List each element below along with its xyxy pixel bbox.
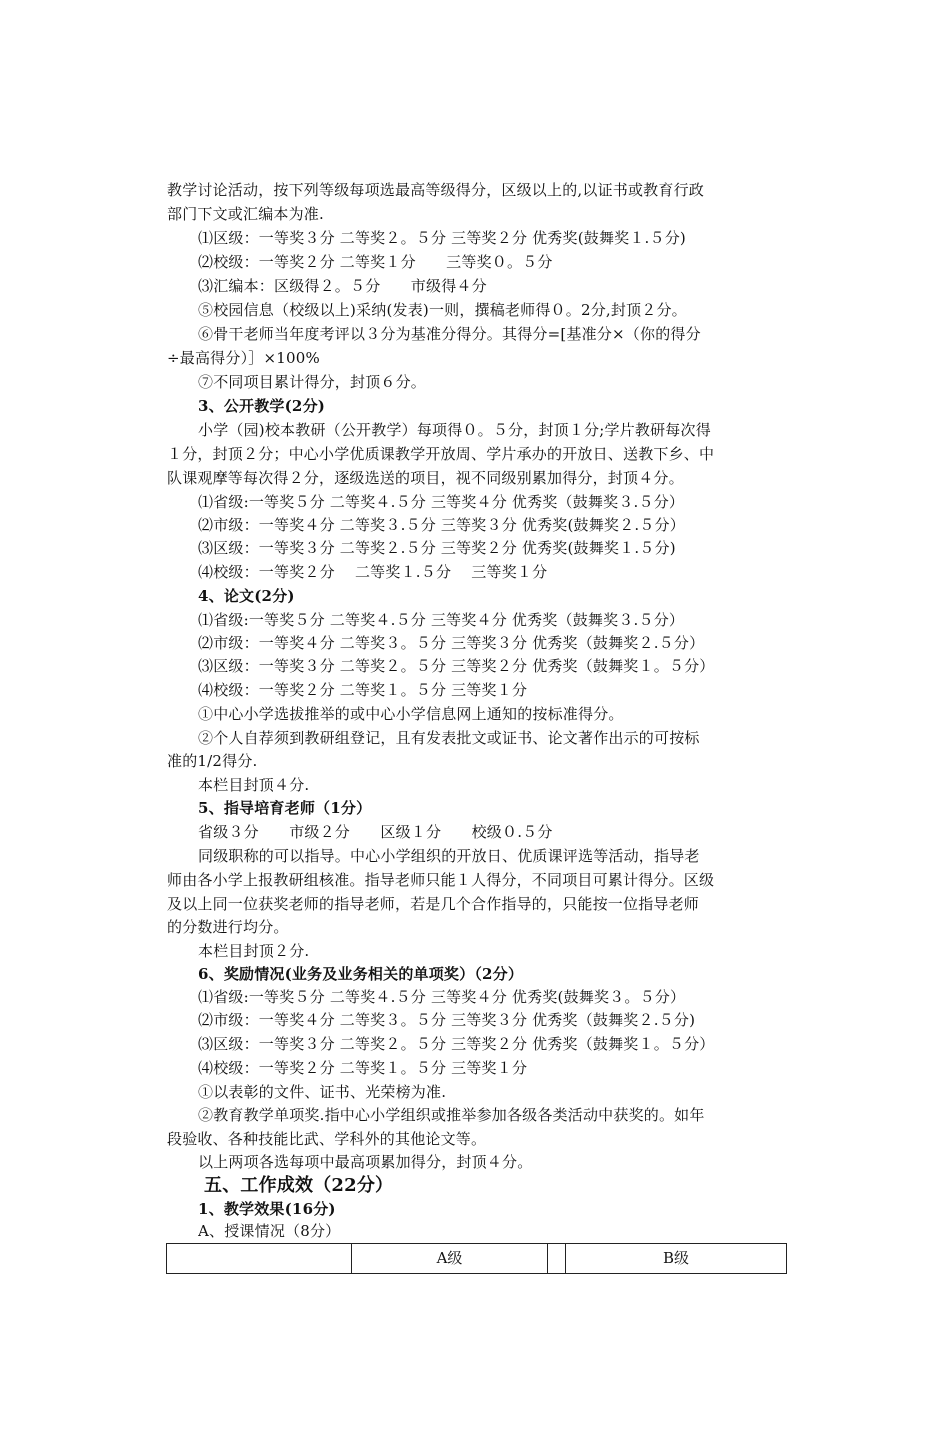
table-header-b: B级: [662, 1249, 690, 1267]
list-item: ⑴省级:一等奖５分 二等奖４.５分 三等奖４分 优秀奖（鼓舞奖３.５分）: [198, 493, 685, 511]
subsection-heading: A、授课情况（8分）: [198, 1222, 341, 1240]
paragraph-line: ÷最高得分）］×100%: [167, 349, 320, 367]
paragraph-line: 省级３分 市级２分 区级１分 校级０.５分: [198, 823, 553, 841]
paragraph-line: １分，封顶２分；中心小学优质课教学开放周、学片承办的开放日、送教下乡、中: [167, 445, 715, 463]
list-item: ⑴区级：一等奖３分 二等奖２。５分 三等奖２分 优秀奖(鼓舞奖１.５分): [198, 229, 686, 247]
list-item: ①中心小学选拔推举的或中心小学信息网上通知的按标准得分。: [198, 705, 624, 723]
list-item: ⑵校级：一等奖２分 二等奖１分 三等奖０。５分: [198, 253, 553, 271]
grading-table: [166, 1243, 787, 1274]
list-item: ⑷校级：一等奖２分 二等奖１.５分 三等奖１分: [198, 563, 548, 581]
section-heading: 4、论文(2分): [198, 587, 295, 605]
section-heading: 5、指导培育老师（1分）: [198, 799, 372, 817]
list-item: ⑴省级:一等奖５分 二等奖４.５分 三等奖４分 优秀奖（鼓舞奖３.５分）: [198, 611, 685, 629]
list-item: ⑴省级:一等奖５分 二等奖４.５分 三等奖４分 优秀奖(鼓舞奖３。５分）: [198, 988, 686, 1006]
paragraph-line: 以上两项各选每项中最高项累加得分，封顶４分。: [198, 1153, 533, 1171]
paragraph-line: 师由各小学上报教研组核准。指导老师只能１人得分，不同项目可累计得分。区级: [167, 871, 715, 889]
list-item: ⑶区级：一等奖３分 二等奖２。５分 三等奖２分 优秀奖（鼓舞奖１。５分）: [198, 657, 715, 675]
paragraph-line: 队课观摩等每次得２分，逐级选送的项目，视不同级别累加得分，封顶４分。: [167, 469, 684, 487]
list-item: ⑶汇编本：区级得２。５分 市级得４分: [198, 277, 487, 295]
paragraph-line: 本栏目封顶４分.: [198, 776, 310, 794]
paragraph-line: 同级职称的可以指导。中心小学组织的开放日、优质课评选等活动，指导老: [198, 847, 700, 865]
list-item: ⑵市级：一等奖４分 二等奖３。５分 三等奖３分 优秀奖（鼓舞奖２.５分): [198, 1011, 696, 1029]
section-heading: 6、奖励情况(业务及业务相关的单项奖）（2分）: [198, 965, 524, 983]
list-item: ⑤校园信息（校级以上)采纳(发表)一则，撰稿老师得０。2分,封顶２分。: [198, 301, 687, 319]
table-header-a: A级: [436, 1249, 463, 1267]
list-item: ②教育教学单项奖.指中心小学组织或推举参加各级各类活动中获奖的。如年: [198, 1106, 705, 1124]
list-item: ⑷校级：一等奖２分 二等奖１。５分 三等奖１分: [198, 681, 528, 699]
section-heading: 3、公开教学(2分): [198, 397, 326, 415]
list-item: ⑶区级：一等奖３分 二等奖２。５分 三等奖２分 优秀奖（鼓舞奖１。５分）: [198, 1035, 715, 1053]
list-item: ②个人自荐须到教研组登记，且有发表批文或证书、论文著作出示的可按标: [198, 729, 700, 747]
list-item: ⑵市级：一等奖４分 二等奖３。５分 三等奖３分 优秀奖（鼓舞奖２.５分）: [198, 634, 705, 652]
chapter-heading: 五、工作成效（22分）: [204, 1175, 394, 1196]
paragraph-line: 的分数进行均分。: [167, 918, 289, 936]
paragraph-line: 段验收、各种技能比武、学科外的其他论文等。: [167, 1130, 487, 1148]
paragraph-line: 教学讨论活动，按下列等级每项选最高等级得分，区级以上的,以证书或教育行政: [167, 181, 704, 199]
list-item: ①以表彰的文件、证书、光荣榜为准.: [198, 1083, 447, 1101]
paragraph-line: 及以上同一位获奖老师的指导老师，若是几个合作指导的，只能按一位指导老师: [167, 895, 700, 913]
list-item: ⑥骨干老师当年度考评以３分为基准分得分。其得分=[基准分×（你的得分: [198, 325, 701, 343]
list-item: ⑶区级：一等奖３分 二等奖２.５分 三等奖２分 优秀奖(鼓舞奖１.５分): [198, 539, 676, 557]
paragraph-line: 准的1/2得分.: [167, 752, 258, 770]
list-item: ⑵市级：一等奖４分 二等奖３.５分 三等奖３分 优秀奖(鼓舞奖２.５分）: [198, 516, 685, 534]
list-item: ⑷校级：一等奖２分 二等奖１。５分 三等奖１分: [198, 1059, 528, 1077]
section-heading: 1、教学效果(16分): [198, 1200, 336, 1218]
table-divider: [547, 1244, 548, 1273]
paragraph-line: 部门下文或汇编本为准.: [167, 205, 324, 223]
paragraph-line: 小学（园)校本教研（公开教学）每项得０。５分，封顶１分;学片教研每次得: [198, 421, 711, 439]
paragraph-line: 本栏目封顶２分.: [198, 942, 310, 960]
list-item: ⑦不同项目累计得分，封顶６分。: [198, 373, 427, 391]
